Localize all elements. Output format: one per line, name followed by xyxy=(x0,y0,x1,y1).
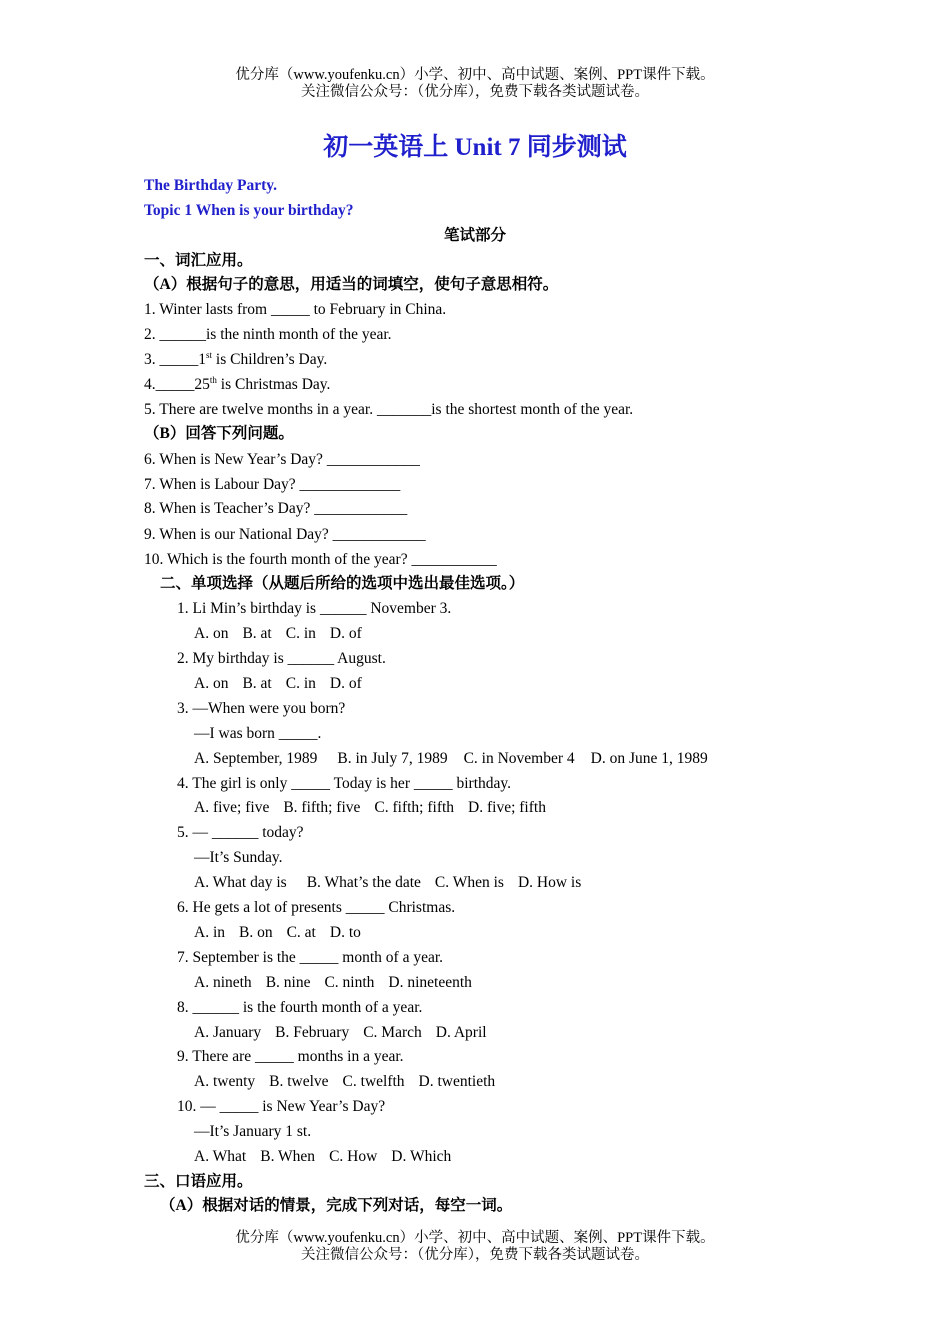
page-header-line2: 关注微信公众号：（优分库），免费下载各类试题试卷。 xyxy=(301,84,649,100)
answer-question-9: 9. When is our National Day? ____________ xyxy=(144,526,426,543)
section1-heading: 一、词汇应用。 xyxy=(144,252,253,269)
option-a: A. What xyxy=(194,1148,247,1165)
page-footer-line1: 优分库（www.youfenku.cn）小学、初中、高中试题、案例、PPT课件下载。 xyxy=(235,1230,715,1246)
option-c: C. at xyxy=(286,924,316,941)
vocab-q4-sup: th xyxy=(209,374,217,385)
option-d: D. twentieth xyxy=(418,1073,496,1090)
vocab-q3-sup: st xyxy=(206,349,213,360)
section2-heading: 二、单项选择（从题后所给的选项中选出最佳选项。） xyxy=(160,575,525,592)
vocab-q3-pre: 3. _____1 xyxy=(144,351,206,368)
option-b: B. on xyxy=(239,924,273,941)
mc-question-4-stem: 4. The girl is only _____ Today is her _____ birthday. xyxy=(177,775,511,792)
option-b: B. What’s the date xyxy=(306,874,421,891)
option-d: D. on June 1, 1989 xyxy=(590,750,708,767)
section1-partA-heading: （A）根据句子的意思，用适当的词填空，使句子意思相符。 xyxy=(144,276,559,293)
option-c: C. When is xyxy=(434,874,504,891)
option-b: B. nine xyxy=(265,974,311,991)
mc-question-4-options xyxy=(194,797,560,819)
mc-question-6-stem: 6. He gets a lot of presents _____ Christmas. xyxy=(177,899,456,916)
section3-partA-heading: （A）根据对话的情景，完成下列对话，每空一词。 xyxy=(160,1197,513,1214)
section1-partB-heading: （B）回答下列问题。 xyxy=(144,425,294,442)
subtitle-topic: Topic 1 When is your birthday? xyxy=(144,202,354,219)
mc-question-9-stem: 9. There are _____ months in a year. xyxy=(177,1048,404,1065)
page-footer-line2: 关注微信公众号：（优分库），免费下载各类试题试卷。 xyxy=(301,1247,649,1263)
mc-question-7-stem: 7. September is the _____ month of a year. xyxy=(177,949,444,966)
option-d: D. Which xyxy=(391,1148,452,1165)
option-b: B. at xyxy=(242,675,272,692)
mc-question-3-options xyxy=(194,748,722,770)
option-c: C. in xyxy=(285,675,316,692)
mc-question-1-options xyxy=(194,623,376,645)
option-a: A. January xyxy=(194,1024,262,1041)
option-c: C. in xyxy=(285,625,316,642)
option-d: D. of xyxy=(329,625,362,642)
mc-question-7-options xyxy=(194,972,486,994)
answer-question-8: 8. When is Teacher’s Day? ____________ xyxy=(144,500,408,517)
option-a: A. nineth xyxy=(194,974,252,991)
mc-question-10-options xyxy=(194,1146,465,1168)
section3-heading: 三、口语应用。 xyxy=(144,1173,253,1190)
mc-question-10-reply: —It’s January 1 st. xyxy=(194,1123,312,1140)
mc-question-3-reply: —I was born _____. xyxy=(194,725,322,742)
option-d: D. How is xyxy=(517,874,582,891)
mc-question-5-options xyxy=(194,872,595,894)
option-a: A. September, 1989 xyxy=(194,750,318,767)
mc-question-2-stem: 2. My birthday is ______ August. xyxy=(177,650,386,667)
mc-question-9-options xyxy=(194,1071,509,1093)
option-d: D. to xyxy=(329,924,361,941)
page-header-line1: 优分库（www.youfenku.cn）小学、初中、高中试题、案例、PPT课件下载。 xyxy=(235,67,715,83)
mc-question-5-reply: —It’s Sunday. xyxy=(194,849,283,866)
option-a: A. five; five xyxy=(194,799,270,816)
option-a: A. What day is xyxy=(194,874,287,891)
answer-question-6: 6. When is New Year’s Day? ____________ xyxy=(144,451,420,468)
option-b: B. in July 7, 1989 xyxy=(337,750,448,767)
option-b: B. fifth; five xyxy=(283,799,361,816)
option-d: D. April xyxy=(435,1024,487,1041)
option-a: A. on xyxy=(194,625,229,642)
option-a: A. in xyxy=(194,924,225,941)
vocab-question-3 xyxy=(144,349,327,371)
vocab-question-2: 2. ______is the ninth month of the year. xyxy=(144,326,392,343)
option-d: D. five; fifth xyxy=(468,799,546,816)
option-b: B. When xyxy=(260,1148,316,1165)
option-a: A. twenty xyxy=(194,1073,256,1090)
option-b: B. February xyxy=(275,1024,350,1041)
mc-question-10-stem: 10. — _____ is New Year’s Day? xyxy=(177,1098,386,1115)
mc-question-6-options xyxy=(194,922,375,944)
option-c: C. How xyxy=(329,1148,378,1165)
option-c: C. in November 4 xyxy=(463,750,575,767)
subtitle-unit: The Birthday Party. xyxy=(144,177,278,194)
option-b: B. at xyxy=(242,625,272,642)
option-b: B. twelve xyxy=(269,1073,329,1090)
mc-question-8-options xyxy=(194,1022,501,1044)
written-part-heading: 笔试部分 xyxy=(443,227,506,244)
page-title: 初一英语上 Unit 7 同步测试 xyxy=(323,134,627,161)
mc-question-1-stem: 1. Li Min’s birthday is ______ November 3. xyxy=(177,600,452,617)
mc-question-5-stem: 5. — ______ today? xyxy=(177,824,304,841)
vocab-question-1: 1. Winter lasts from _____ to February in China. xyxy=(144,301,447,318)
mc-question-8-stem: 8. ______ is the fourth month of a year. xyxy=(177,999,423,1016)
answer-question-7: 7. When is Labour Day? _____________ xyxy=(144,476,401,493)
option-c: C. ninth xyxy=(324,974,375,991)
vocab-q4-post: is Christmas Day. xyxy=(216,376,331,393)
answer-question-10: 10. Which is the fourth month of the year? ___________ xyxy=(144,551,497,568)
option-d: D. nineteenth xyxy=(388,974,472,991)
vocab-q3-post: is Children’s Day. xyxy=(212,351,328,368)
option-d: D. of xyxy=(329,675,362,692)
option-c: C. March xyxy=(363,1024,422,1041)
option-c: C. fifth; fifth xyxy=(374,799,455,816)
mc-question-3-stem: 3. —When were you born? xyxy=(177,700,346,717)
vocab-q4-pre: 4._____25 xyxy=(144,376,210,393)
vocab-question-4 xyxy=(144,374,330,396)
mc-question-2-options xyxy=(194,673,376,695)
option-a: A. on xyxy=(194,675,229,692)
vocab-question-5: 5. There are twelve months in a year. _______is the shortest month of the year. xyxy=(144,401,634,418)
option-c: C. twelfth xyxy=(342,1073,405,1090)
